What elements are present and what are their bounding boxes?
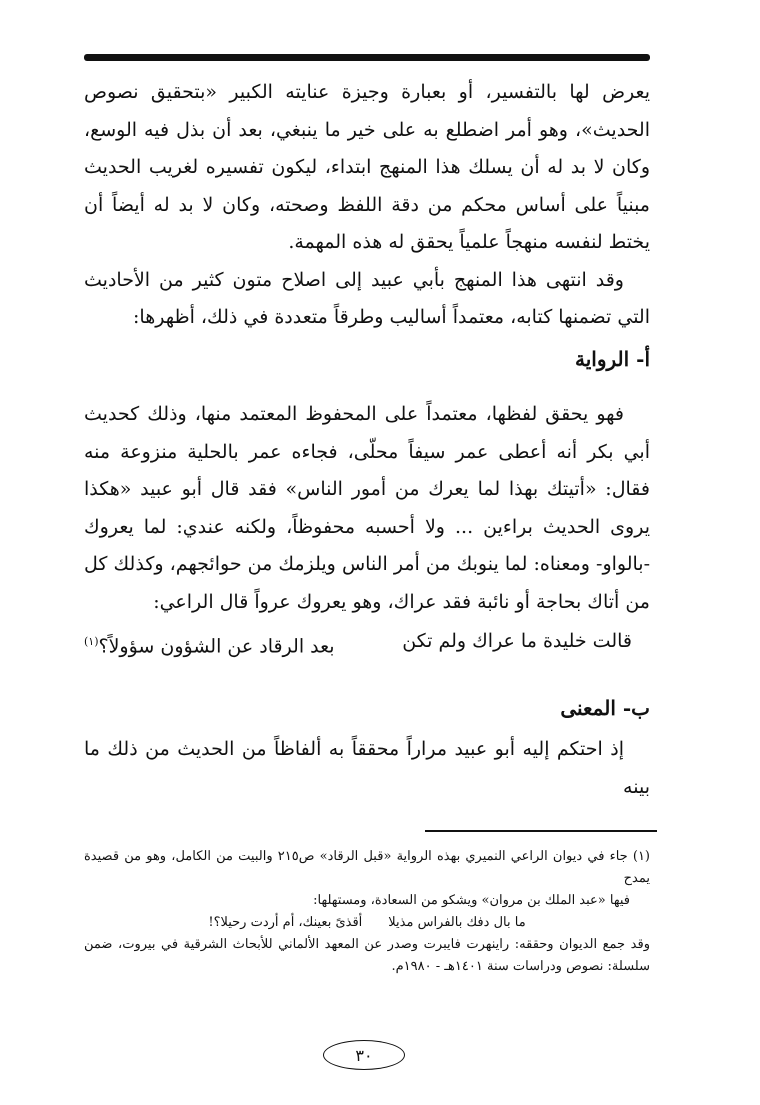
footnote-verse-first: ما بال دفك بالفراس مذيلا [388,915,526,930]
footnote-line: وقد جمع الديوان وحققه: راينهرت فايبرت وصدر عن المعهد الألماني للأبحاث الشرقية في بيروت، ضمن سلسلة: نصوص ودراسات سنة ١٤٠١هـ - ١٩٨٠م. [84,937,650,974]
section-heading: ب- المعنى [560,695,650,720]
paragraph: يعرض لها بالتفسير، أو بعبارة وجيزة عنايته الكبير «بتحقيق نصوص الحديث»، وهو أمر اضطلع به على خير ما ينبغي، بعد أن بذل فيه الوسع، وكان لا بد له أن يسلك هذا المنهج ابتداء، ليكون تفسيره لغريب الحديث مبنياً على أساس محكم من دقة اللفظ وصحته، وكان لا بد له أيضاً أن يختط لنفسه منهجاً علمياً يحقق له هذه المهمة. [84,81,650,253]
verse-second-text: بعد الرقاد عن الشؤون سؤولاً؟ [98,635,335,658]
poem-verse [84,623,650,666]
footnotes [84,846,650,978]
main-text [84,74,650,806]
verse-second-hemistich [84,623,335,666]
paragraph: وقد انتهى هذا المنهج بأبي عبيد إلى اصلاح متون كثير من الأحاديث التي تضمنها كتابه، معتمداً أساليب وطرقاً متعددة في ذلك، أظهرها: [84,268,650,328]
section-heading: أ- الرواية [574,346,650,371]
paragraph: فهو يحقق لفظها، معتمداً على المحفوظ المعتمد منها، وذلك كحديث أبي بكر أنه أعطى عمر سيفاً محلّى، فجاءه عمر بالحلية منزوعة منه فقال: «أتيتك بهذا لما يعرك من أمور الناس» فقد قال أبو عبيد «هكذا يروى الحديث براءين ... ولا أحسبه محفوظاً، ولكنه عندي: لما يعروك -بالواو- ومعناه: لما ينوبك من أمر الناس ويلزمك من حوائجهم، وكذلك كل من أتاك بحاجة أو نائبة فقد عراك، وهو يعروك عرواً قال الراعي: [84,403,650,613]
footnote-line: فيها «عبد الملك بن مروان» ويشكو من السعادة، ومستهلها: [313,893,630,908]
footnote-verse [84,912,650,934]
footnote-marker: (١) [84,635,99,648]
verse-first-hemistich: قالت خليدة ما عراك ولم تكن [402,630,632,652]
header-rule [84,54,650,61]
footnote-line: (١) جاء في ديوان الراعي النميري بهذه الرواية «قبل الرقاد» ص٢١٥ والبيت من الكامل، وهو من قصيدة يمدح [84,849,650,886]
footnote-verse-second: أقذىً بعينك، أم أردت رحيلا؟! [208,915,363,930]
paragraph: إذ احتكم إليه أبو عبيد مراراً محققاً به ألفاظاً من الحديث من ذلك ما بينه [84,738,650,798]
footnote-rule [425,830,657,832]
page-number: ٣٠ [323,1040,405,1070]
